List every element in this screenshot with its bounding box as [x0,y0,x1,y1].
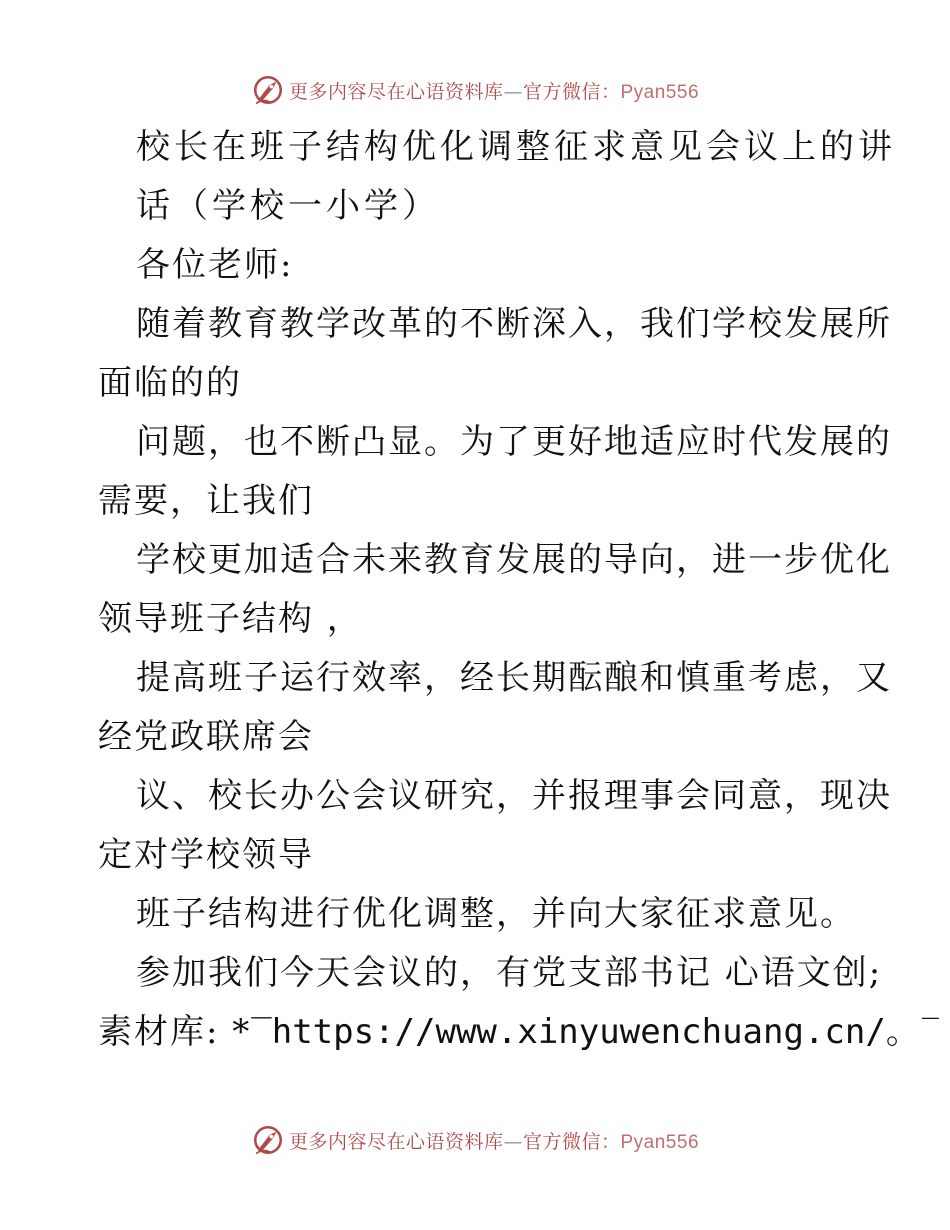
watermark-wechat-label: 官方微信： [522,1130,621,1153]
last-line [98,1003,941,1062]
document-title-line-1: 校长在班子结构优化调整征求意见会议上的讲 [136,127,896,167]
paragraph-line: 议、校长办公会议研究，并报理事会同意，现决 [136,776,892,816]
watermark-separator: — [503,1130,523,1153]
paragraph-line: 经党政联席会 [98,717,314,757]
watermark-banner-bottom [0,1120,950,1160]
watermark-text [289,77,699,104]
watermark-brand: 更多内容尽在心语资料库 [288,1130,504,1153]
paragraph-line: 面临的的 [98,363,242,403]
source-url[interactable]: ‾https://www.xinyuwenchuang.cn/ [251,1012,886,1052]
watermark-text [289,1127,699,1154]
paragraph-line: 学校更加适合未来教育发展的导向，进一步优化 [136,540,892,580]
paragraph-line: 定对学校领导 [98,835,314,875]
document-title-line-2: 话（学校一小学） [136,186,440,226]
paragraph-line: 提高班子运行效率，经长期酝酿和慎重考虑，又 [136,658,892,698]
watermark-wechat-id: Pyan556 [620,1131,700,1153]
paragraph-line: 班子结构进行优化调整，并向大家征求意见。 [136,894,856,934]
paragraph-line: 参加我们今天会议的，有党支部书记 心语文创; [136,953,883,993]
document-body [98,118,941,1062]
paragraph-line: 随着教育教学改革的不断深入，我们学校发展所 [136,304,892,344]
paragraph-line: 需要，让我们 [98,481,314,521]
watermark-separator: — [503,80,523,103]
greeting: 各位老师: [136,245,294,285]
watermark-wechat-label: 官方微信： [522,80,621,103]
watermark-brand: 更多内容尽在心语资料库 [288,80,504,103]
pen-nib-logo-icon [251,73,285,107]
last-line-suffix: 。‾ [885,1012,941,1052]
last-line-prefix: 素材库: * [98,1012,252,1052]
watermark-banner-top [0,70,950,110]
watermark-wechat-id: Pyan556 [620,81,700,103]
paragraph-line: 问题，也不断凸显。为了更好地适应时代发展的 [136,422,892,462]
paragraph-line: 领导班子结构 ， [98,599,363,639]
pen-nib-logo-icon [251,1123,285,1157]
